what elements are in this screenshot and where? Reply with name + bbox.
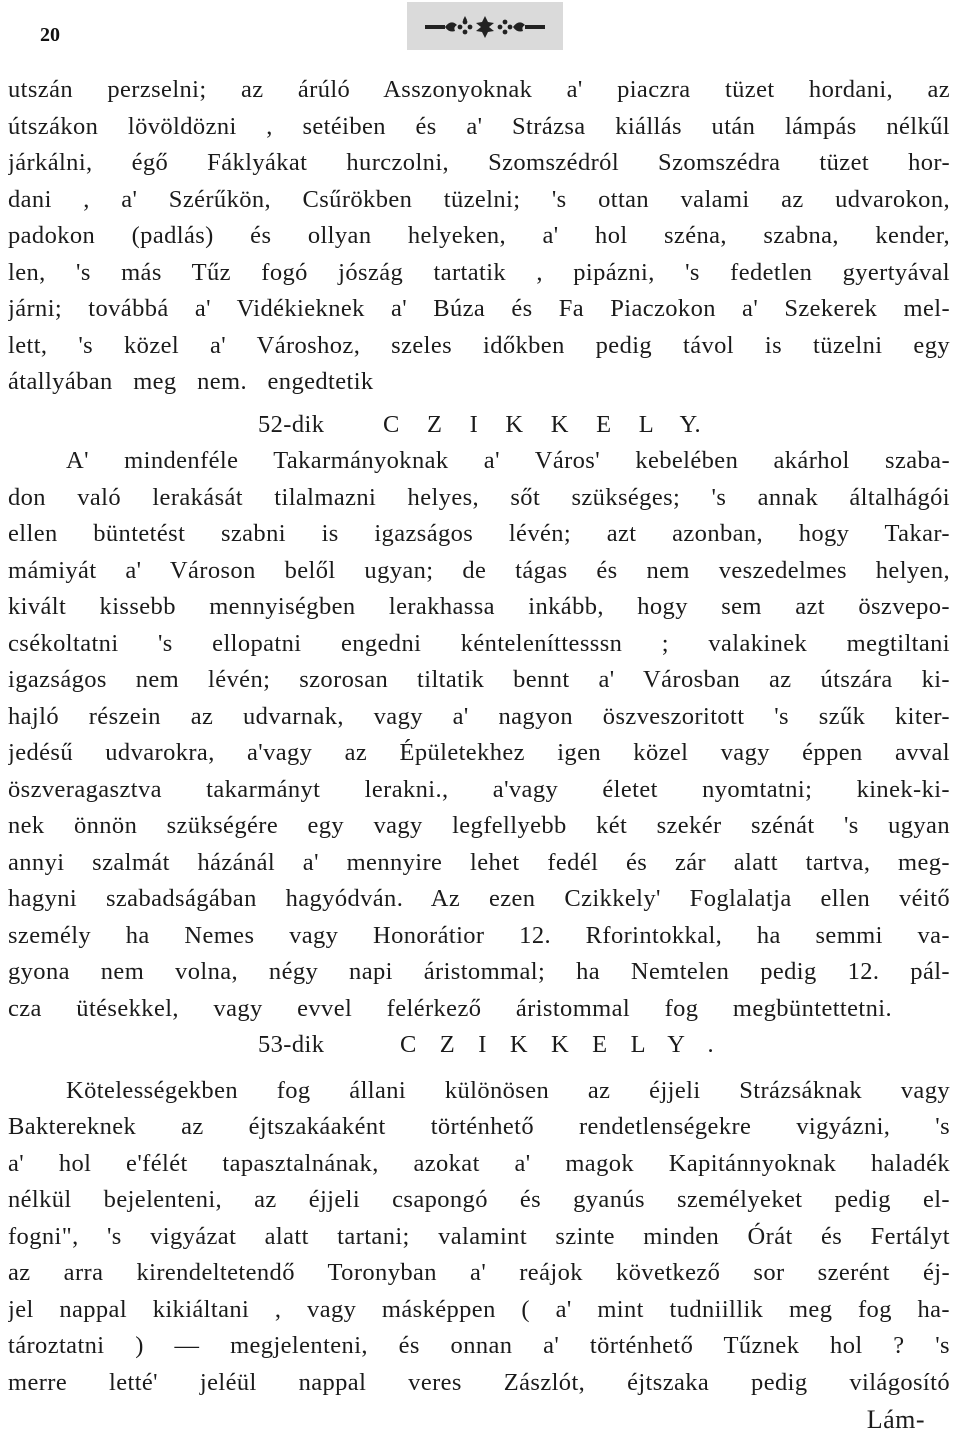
text-line: merre letté' jeléül nappal veres Zászlót, éjtszaka pedig világosító xyxy=(8,1368,950,1396)
text-line: az arra kirendeltetendő Toronyban a' reájok következő sor szerént éj- xyxy=(8,1259,950,1286)
text-line: dani , a' Szérűkön, Csűrökben tüzelni; 's ottan valami az udvarokon, xyxy=(8,185,950,213)
text-line: hajló részein az udvarnak, vagy a' nagyon öszveszoritott 's szűk kiter- xyxy=(8,702,950,730)
text-line: utszán perzselni; az árúló Asszonyoknak a' piaczra tüzet hordani, az xyxy=(8,76,950,103)
paragraph xyxy=(8,72,950,401)
text-line: padokon (padlás) és ollyan helyeken, a' hol széna, szabna, kender, xyxy=(8,222,950,249)
text-line: nélkül bejelenteni, az éjjeli csapongó és gyanús személyeket pedig el- xyxy=(8,1186,950,1213)
catchword: Lám- xyxy=(866,1405,925,1434)
article-number: 53-dik xyxy=(258,1031,325,1058)
text-line: don való lerakását tilalmazni helyes, sőt szükséges; 's annak általhágói xyxy=(8,483,950,511)
page-number: 20 xyxy=(40,24,60,46)
text-line: öszveragasztva takarmányt lerakni., a'vagy életet nyomtatni; kinek-ki- xyxy=(8,775,950,803)
text-line: a' hol e'félét tapasztalnának, azokat a' magok Kapitánnyoknak haladék xyxy=(8,1149,950,1177)
text-line: mámiyát a' Városon belől ugyan; de tágas és nem veszedelmes helyen, xyxy=(8,556,950,584)
text-line: kivált kissebb mennyiségben lerakhassa inkább, hogy sem azt öszvepo- xyxy=(8,593,950,620)
text-line: csékoltatni 's ellopatni engedni kénteleníttesssn ; valakinek megtiltani xyxy=(8,629,950,657)
text-line: ellen büntetést szabni is igazságos lévén; azt azonban, hogy Takar- xyxy=(8,520,950,547)
text-line: jedésű udvarokra, a'vagy az Épületekhez igen közel vagy éppen avval xyxy=(8,739,950,766)
text-line: átallyában meg nem. engedtetik xyxy=(8,368,374,395)
header-ornament xyxy=(407,2,563,50)
text-line: annyi szalmát házánál a' mennyire lehet fedél és zár alatt tartva, meg- xyxy=(8,848,950,876)
text-line: nek önnön szükségére egy vagy legfellyebb két szekér szénát 's ugyan xyxy=(8,812,950,839)
text-line: hagyni szabadságában hagyódván. Az ezen Czikkely' Foglalatja ellen véitő xyxy=(8,885,950,912)
text-line: személy ha Nemes vagy Honorátior 12. Rforintokkal, ha semmi va- xyxy=(8,921,950,949)
text-line: Kötelességekben fog állani különösen az éjjeli Strázsáknak vagy xyxy=(66,1076,950,1104)
article-title: C Z I K K E L Y. xyxy=(383,410,701,438)
text-line: jel nappal kikiáltani , vagy másképpen ( a' mint tudniillik meg fog ha- xyxy=(8,1295,950,1323)
text-line: járkálni, égő Fáklyákat hurczolni, Szomszédról Szomszédra tüzet hor- xyxy=(8,149,950,176)
article-heading xyxy=(8,407,950,444)
article-title: C Z I K K E L Y . xyxy=(400,1031,714,1058)
text-line: Baktereknek az éjtszakáaként történhető rendetlenségekre vigyázni, 's xyxy=(8,1113,950,1140)
paragraph xyxy=(8,1073,950,1402)
fleuron-ornament-icon xyxy=(407,2,563,50)
text-line: fogni", 's vigyázat alatt tartani; valamint szinte minden Órát és Fertályt xyxy=(8,1222,950,1250)
text-line: cza ütésekkel, vagy evvel felérkező áristommal fog megbüntettetni. xyxy=(8,994,892,1022)
article-heading xyxy=(8,1027,950,1064)
text-line: igazságos nem lévén; szorosan tiltatik bennt a' Városban az útszára ki- xyxy=(8,666,950,693)
paragraph xyxy=(8,443,950,1027)
text-line: járni; továbbá a' Vidékieknek a' Búza és Fa Piaczokon a' Szekerek mel- xyxy=(8,295,950,322)
text-line: gyona nem volna, négy napi áristommal; ha Nemtelen pedig 12. pál- xyxy=(8,958,950,985)
text-line: A' mindenféle Takarmányoknak a' Város' kebelében akárhol szaba- xyxy=(66,447,950,474)
text-line: len, 's más Tűz fogó jószág tartatik , pipázni, 's fedetlen gyertyával xyxy=(8,258,950,286)
article-number: 52-dik xyxy=(258,410,325,438)
text-line: útszákon lövöldözni , setéiben és a' Strázsa kiállás után lámpás nélkűl xyxy=(8,112,950,140)
text-line: tároztatni ) — megjelenteni, és onnan a' történhető Tűznek hol ? 's xyxy=(8,1332,950,1359)
text-column xyxy=(8,72,950,1437)
text-line: lett, 's közel a' Városhoz, szeles időkben pedig távol is tüzelni egy xyxy=(8,331,950,359)
